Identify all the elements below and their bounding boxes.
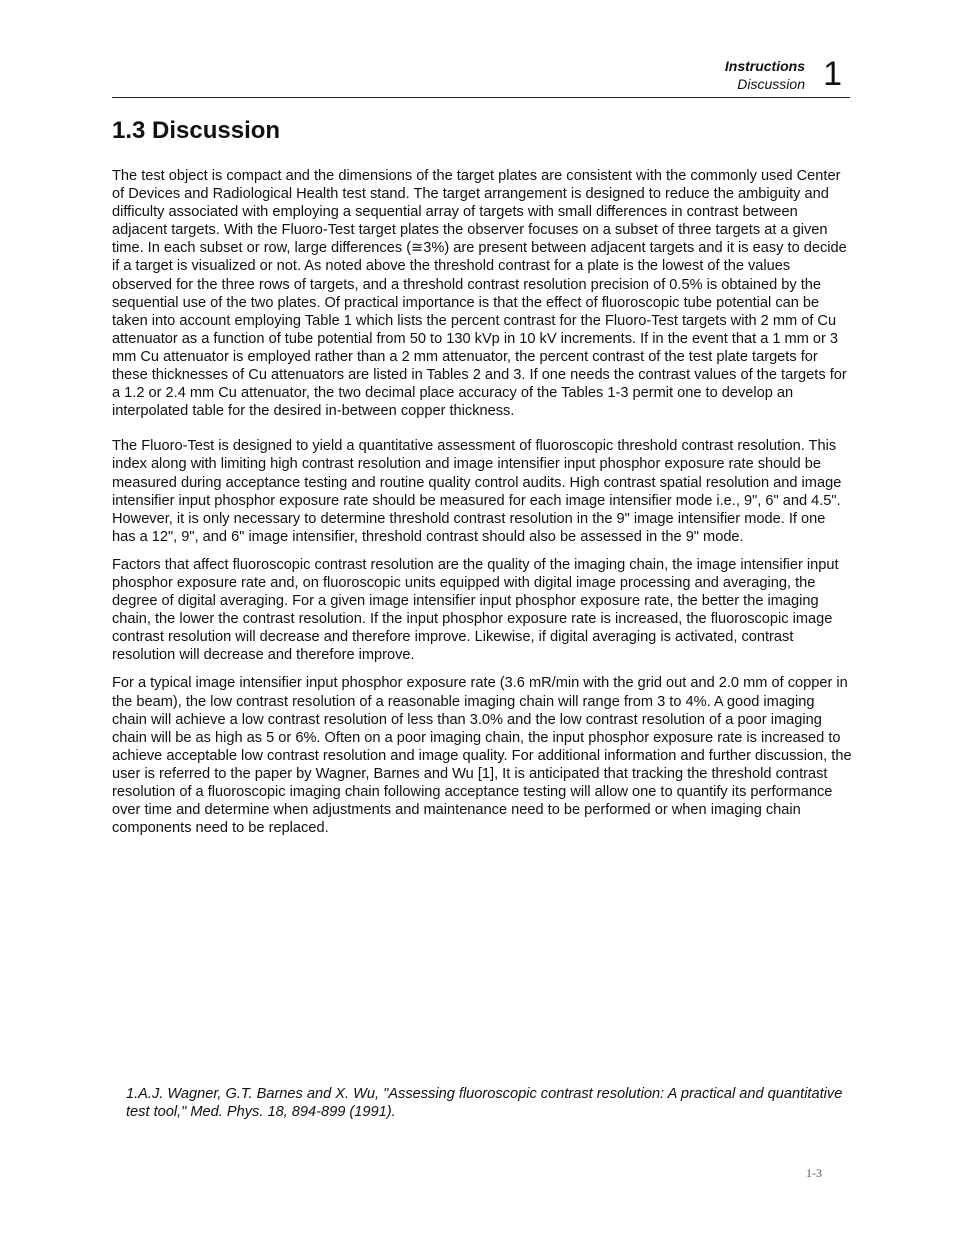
- header-subsection-title: Discussion: [737, 76, 805, 92]
- footnote-marker: 1.: [126, 1086, 139, 1102]
- header-section-title: Instructions: [724, 58, 805, 74]
- section-heading: 1.3 Discussion: [112, 117, 281, 144]
- page-number: 1-3: [806, 1166, 822, 1180]
- footnote-text: A.J. Wagner, G.T. Barnes and X. Wu, "Assessing fluoroscopic contrast resolution: A practical and quantitative test tool," Med. Phys. 18, 894-899 (1991).: [126, 1086, 843, 1121]
- header-labels: [725, 57, 805, 93]
- paragraph-2: The Fluoro-Test is designed to yield a quantitative assessment of fluoroscopic threshold contrast resolution. This index along with limiting high contrast resolution and image intensifier input phosphor exposure rate should be measured during acceptance testing and routine quality control audits. High contrast spatial resolution and image intensifier input phosphor exposure rate should be measured for each image intensifier mode i.e., 9", 6" and 4.5". However, it is only necessary to determine threshold contrast resolution in the 9" image intensifier mode. If one has a 12", 9", and 6" image intensifier, threshold contrast should also be assessed in the 9" mode.: [112, 438, 842, 545]
- paragraph-3: Factors that affect fluoroscopic contrast resolution are the quality of the imaging chain, the image intensifier input phosphor exposure rate and, on fluoroscopic units equipped with digital image processing and averaging, the degree of digital averaging. For a given image intensifier input phosphor exposure rate, the better the imaging chain, the lower the contrast resolution. If the input phosphor exposure rate is increased, the fluoroscopic image contrast resolution will decrease and therefore improve. Likewise, if digital averaging is activated, contrast resolution will decrease and therefore improve.: [112, 556, 839, 664]
- paragraph-4: For a typical image intensifier input phosphor exposure rate (3.6 mR/min with the grid out and 2.0 mm of copper in the beam), the low contrast resolution of a reasonable imaging chain will range from 3 to 4%. A good imaging chain will achieve a low contrast resolution of less than 3.0% and the low contrast resolution of a poor imaging chain will be as high as 5 or 6%. Often on a poor imaging chain, the input phosphor exposure rate is increased to achieve acceptable low contrast resolution and image quality. For additional information and further discussion, the user is referred to the paper by Wagner, Barnes and Wu [1], It is anticipated that tracking the threshold contrast resolution of a fluoroscopic imaging chain following acceptance testing will allow one to quantify its performance over time and determine when adjustments and maintenance need to be performed or when imaging chain components need to be replaced.: [112, 675, 852, 837]
- footnote: [126, 1085, 846, 1121]
- chapter-number: 1: [823, 55, 842, 93]
- body-text: [112, 167, 852, 837]
- paragraph-1: The test object is compact and the dimensions of the target plates are consistent with the commonly used Center of Devices and Radiological Health test stand. The target arrangement is designed to reduce the ambiguity and difficulty associated with employing a sequential array of targets with small differences in contrast between adjacent targets. With the Fluoro-Test target plates the observer focuses on a subset of three targets at a given time. In each subset or row, large differences (≅3%) are present between adjacent targets and it is easy to decide if a target is visualized or not. As noted above the threshold contrast for a plate is the lowest of the values observed for the three rows of targets, and a threshold contrast resolution precision of 0.5% is obtained by the sequential use of the two plates. Of practical importance is that the effect of fluoroscopic tube potential can be taken into account employing Table 1 which lists the percent contrast for the Fluoro-Test targets with 2 mm of Cu attenuator as a function of tube potential from 50 to 130 kVp in 10 kV increments. If in the event that a 1 mm or 3 mm Cu attenuator is employed rather than a 2 mm attenuator, the percent contrast of the test plate targets for these thicknesses of Cu attenuators are listed in Tables 2 and 3. If one needs the contrast values of the targets for a 1.2 or 2.4 mm Cu attenuator, the two decimal place accuracy of the Tables 1-3 permit one to develop an interpolated table for the desired in-between copper thickness.: [112, 168, 847, 420]
- running-header: [112, 55, 850, 98]
